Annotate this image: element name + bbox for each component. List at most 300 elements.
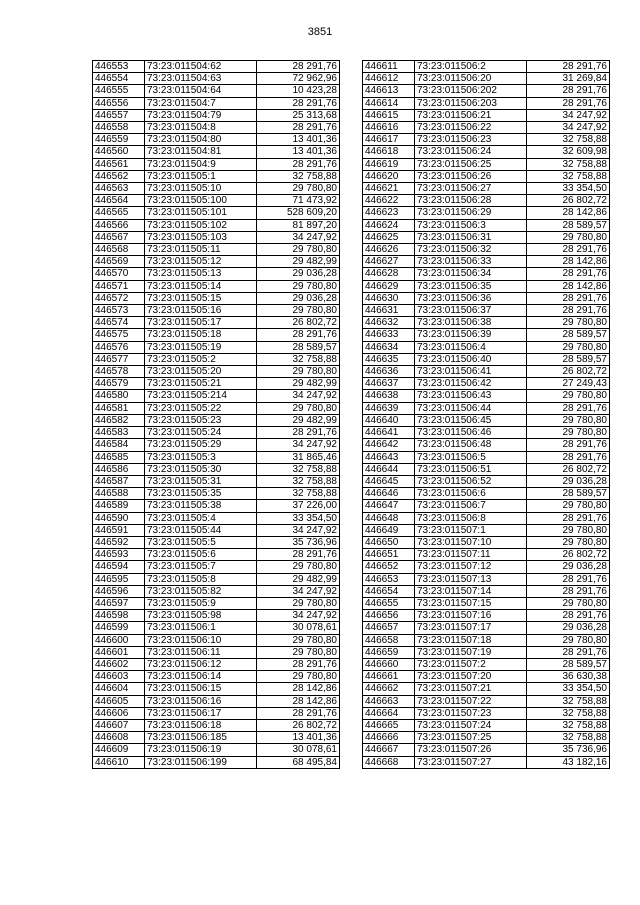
- cadastral-number-cell: 73:23:011506:37: [415, 305, 527, 317]
- amount-cell: 31 269,84: [527, 73, 610, 85]
- amount-cell: 28 291,76: [527, 512, 610, 524]
- cadastral-number-cell: 73:23:011506:42: [415, 378, 527, 390]
- row-number-cell: 446575: [93, 329, 145, 341]
- table-row: [363, 634, 610, 646]
- row-number-cell: 446640: [363, 414, 415, 426]
- row-number-cell: 446665: [363, 719, 415, 731]
- amount-cell: 32 609,98: [527, 146, 610, 158]
- row-number-cell: 446555: [93, 85, 145, 97]
- amount-cell: 28 142,86: [527, 207, 610, 219]
- table-row: [363, 561, 610, 573]
- cadastral-number-cell: 73:23:011504:63: [145, 73, 257, 85]
- table-row: [93, 109, 340, 121]
- amount-cell: 28 291,76: [527, 573, 610, 585]
- amount-cell: 10 423,28: [257, 85, 340, 97]
- row-number-cell: 446590: [93, 512, 145, 524]
- table-row: [363, 683, 610, 695]
- amount-cell: 29 780,80: [257, 183, 340, 195]
- amount-cell: 30 078,61: [257, 622, 340, 634]
- table-row: [363, 744, 610, 756]
- row-number-cell: 446638: [363, 390, 415, 402]
- cadastral-number-cell: 73:23:011505:1: [145, 170, 257, 182]
- cadastral-number-cell: 73:23:011507:14: [415, 585, 527, 597]
- cadastral-number-cell: 73:23:011506:35: [415, 280, 527, 292]
- row-number-cell: 446588: [93, 488, 145, 500]
- amount-cell: 29 780,80: [527, 597, 610, 609]
- row-number-cell: 446667: [363, 744, 415, 756]
- cadastral-number-cell: 73:23:011506:202: [415, 85, 527, 97]
- amount-cell: 26 802,72: [527, 549, 610, 561]
- amount-cell: 81 897,20: [257, 219, 340, 231]
- amount-cell: 29 780,80: [257, 305, 340, 317]
- amount-cell: 28 589,57: [527, 353, 610, 365]
- row-number-cell: 446664: [363, 707, 415, 719]
- row-number-cell: 446660: [363, 658, 415, 670]
- table-row: [93, 475, 340, 487]
- cadastral-number-cell: 73:23:011506:18: [145, 719, 257, 731]
- row-number-cell: 446599: [93, 622, 145, 634]
- row-number-cell: 446573: [93, 305, 145, 317]
- row-number-cell: 446617: [363, 134, 415, 146]
- row-number-cell: 446662: [363, 683, 415, 695]
- amount-cell: 25 313,68: [257, 109, 340, 121]
- cadastral-number-cell: 73:23:011506:17: [145, 707, 257, 719]
- row-number-cell: 446618: [363, 146, 415, 158]
- cadastral-number-cell: 73:23:011507:11: [415, 549, 527, 561]
- table-row: [363, 500, 610, 512]
- cadastral-number-cell: 73:23:011505:9: [145, 597, 257, 609]
- table-row: [363, 671, 610, 683]
- cadastral-number-cell: 73:23:011506:38: [415, 317, 527, 329]
- cadastral-number-cell: 73:23:011505:13: [145, 268, 257, 280]
- cadastral-number-cell: 73:23:011505:10: [145, 183, 257, 195]
- amount-cell: 26 802,72: [257, 317, 340, 329]
- cadastral-number-cell: 73:23:011506:28: [415, 195, 527, 207]
- amount-cell: 29 780,80: [257, 366, 340, 378]
- cadastral-number-cell: 73:23:011505:8: [145, 573, 257, 585]
- row-number-cell: 446646: [363, 488, 415, 500]
- row-number-cell: 446631: [363, 305, 415, 317]
- cadastral-number-cell: 73:23:011506:44: [415, 402, 527, 414]
- table-row: [93, 500, 340, 512]
- row-number-cell: 446561: [93, 158, 145, 170]
- cadastral-number-cell: 73:23:011507:24: [415, 719, 527, 731]
- table-row: [93, 122, 340, 134]
- amount-cell: 29 780,80: [527, 414, 610, 426]
- table-row: [93, 683, 340, 695]
- cadastral-number-cell: 73:23:011507:23: [415, 707, 527, 719]
- cadastral-number-cell: 73:23:011504:81: [145, 146, 257, 158]
- row-number-cell: 446593: [93, 549, 145, 561]
- table-row: [93, 195, 340, 207]
- amount-cell: 28 291,76: [527, 451, 610, 463]
- table-row: [363, 109, 610, 121]
- table-row: [93, 524, 340, 536]
- row-number-cell: 446553: [93, 61, 145, 73]
- table-row: [363, 402, 610, 414]
- row-number-cell: 446603: [93, 671, 145, 683]
- cadastral-number-cell: 73:23:011507:12: [415, 561, 527, 573]
- cadastral-number-cell: 73:23:011506:16: [145, 695, 257, 707]
- cadastral-number-cell: 73:23:011506:36: [415, 292, 527, 304]
- row-number-cell: 446571: [93, 280, 145, 292]
- table-row: [93, 732, 340, 744]
- amount-cell: 28 291,76: [527, 610, 610, 622]
- row-number-cell: 446629: [363, 280, 415, 292]
- amount-cell: 29 780,80: [257, 671, 340, 683]
- table-row: [363, 207, 610, 219]
- row-number-cell: 446656: [363, 610, 415, 622]
- cadastral-number-cell: 73:23:011507:18: [415, 634, 527, 646]
- cadastral-number-cell: 73:23:011506:24: [415, 146, 527, 158]
- cadastral-number-cell: 73:23:011506:4: [415, 341, 527, 353]
- row-number-cell: 446605: [93, 695, 145, 707]
- cadastral-number-cell: 73:23:011504:9: [145, 158, 257, 170]
- amount-cell: 29 780,80: [527, 317, 610, 329]
- cadastral-number-cell: 73:23:011506:5: [415, 451, 527, 463]
- table-row: [93, 378, 340, 390]
- cadastral-number-cell: 73:23:011505:30: [145, 463, 257, 475]
- cadastral-number-cell: 73:23:011506:3: [415, 219, 527, 231]
- row-number-cell: 446658: [363, 634, 415, 646]
- row-number-cell: 446568: [93, 244, 145, 256]
- cadastral-number-cell: 73:23:011505:35: [145, 488, 257, 500]
- table-row: [363, 170, 610, 182]
- cadastral-number-cell: 73:23:011505:17: [145, 317, 257, 329]
- table-row: [363, 622, 610, 634]
- amount-cell: 29 780,80: [527, 341, 610, 353]
- amount-cell: 28 291,76: [527, 439, 610, 451]
- row-number-cell: 446580: [93, 390, 145, 402]
- amount-cell: 71 473,92: [257, 195, 340, 207]
- row-number-cell: 446597: [93, 597, 145, 609]
- row-number-cell: 446641: [363, 427, 415, 439]
- table-row: [363, 317, 610, 329]
- row-number-cell: 446596: [93, 585, 145, 597]
- cadastral-number-cell: 73:23:011507:22: [415, 695, 527, 707]
- cadastral-number-cell: 73:23:011504:62: [145, 61, 257, 73]
- cadastral-number-cell: 73:23:011506:199: [145, 756, 257, 768]
- table-row: [363, 695, 610, 707]
- amount-cell: 28 142,86: [257, 695, 340, 707]
- row-number-cell: 446612: [363, 73, 415, 85]
- amount-cell: 34 247,92: [257, 390, 340, 402]
- cadastral-number-cell: 73:23:011505:31: [145, 475, 257, 487]
- cadastral-number-cell: 73:23:011506:25: [415, 158, 527, 170]
- amount-cell: 29 780,80: [257, 634, 340, 646]
- row-number-cell: 446558: [93, 122, 145, 134]
- cadastral-number-cell: 73:23:011506:51: [415, 463, 527, 475]
- amount-cell: 34 247,92: [527, 122, 610, 134]
- table-row: [93, 671, 340, 683]
- cadastral-number-cell: 73:23:011505:24: [145, 427, 257, 439]
- row-number-cell: 446625: [363, 231, 415, 243]
- table-row: [93, 73, 340, 85]
- cadastral-number-cell: 73:23:011506:19: [145, 744, 257, 756]
- amount-cell: 28 291,76: [257, 549, 340, 561]
- row-number-cell: 446583: [93, 427, 145, 439]
- row-number-cell: 446634: [363, 341, 415, 353]
- table-row: [363, 427, 610, 439]
- amount-cell: 34 247,92: [257, 439, 340, 451]
- table-row: [93, 292, 340, 304]
- table-row: [93, 549, 340, 561]
- row-number-cell: 446570: [93, 268, 145, 280]
- table-row: [93, 463, 340, 475]
- cadastral-number-cell: 73:23:011506:20: [415, 73, 527, 85]
- cadastral-number-cell: 73:23:011506:7: [415, 500, 527, 512]
- amount-cell: 28 291,76: [527, 402, 610, 414]
- table-row: [93, 170, 340, 182]
- table-row: [363, 488, 610, 500]
- table-row: [363, 195, 610, 207]
- cadastral-number-cell: 73:23:011507:13: [415, 573, 527, 585]
- amount-cell: 32 758,88: [527, 170, 610, 182]
- row-number-cell: 446613: [363, 85, 415, 97]
- amount-cell: 29 780,80: [527, 500, 610, 512]
- table-row: [93, 561, 340, 573]
- row-number-cell: 446619: [363, 158, 415, 170]
- amount-cell: 29 780,80: [527, 390, 610, 402]
- cadastral-number-cell: 73:23:011506:34: [415, 268, 527, 280]
- table-row: [93, 707, 340, 719]
- cadastral-number-cell: 73:23:011504:7: [145, 97, 257, 109]
- table-row: [93, 390, 340, 402]
- cadastral-number-cell: 73:23:011505:3: [145, 451, 257, 463]
- cadastral-number-cell: 73:23:011506:14: [145, 671, 257, 683]
- row-number-cell: 446576: [93, 341, 145, 353]
- cadastral-number-cell: 73:23:011504:79: [145, 109, 257, 121]
- table-row: [363, 512, 610, 524]
- row-number-cell: 446649: [363, 524, 415, 536]
- row-number-cell: 446592: [93, 536, 145, 548]
- amount-cell: 28 291,76: [257, 122, 340, 134]
- table-row: [363, 732, 610, 744]
- table-row: [93, 305, 340, 317]
- table-row: [93, 402, 340, 414]
- table-row: [93, 634, 340, 646]
- table-row: [363, 280, 610, 292]
- amount-cell: 28 291,76: [257, 97, 340, 109]
- amount-cell: 29 780,80: [257, 280, 340, 292]
- cadastral-number-cell: 73:23:011505:12: [145, 256, 257, 268]
- amount-cell: 29 482,99: [257, 573, 340, 585]
- row-number-cell: 446607: [93, 719, 145, 731]
- table-row: [363, 378, 610, 390]
- amount-cell: 29 780,80: [527, 536, 610, 548]
- cadastral-number-cell: 73:23:011506:185: [145, 732, 257, 744]
- amount-cell: 28 291,76: [257, 707, 340, 719]
- row-number-cell: 446591: [93, 524, 145, 536]
- table-row: [93, 329, 340, 341]
- cadastral-number-cell: 73:23:011506:27: [415, 183, 527, 195]
- amount-cell: 32 758,88: [527, 695, 610, 707]
- table-row: [93, 341, 340, 353]
- table-row: [93, 646, 340, 658]
- row-number-cell: 446556: [93, 97, 145, 109]
- amount-cell: 26 802,72: [257, 719, 340, 731]
- cadastral-number-cell: 73:23:011507:19: [415, 646, 527, 658]
- cadastral-number-cell: 73:23:011506:41: [415, 366, 527, 378]
- left-table-body: [93, 61, 340, 769]
- table-row: [363, 341, 610, 353]
- amount-cell: 32 758,88: [527, 732, 610, 744]
- amount-cell: 29 036,28: [257, 292, 340, 304]
- cadastral-number-cell: 73:23:011506:46: [415, 427, 527, 439]
- cadastral-number-cell: 73:23:011505:44: [145, 524, 257, 536]
- row-number-cell: 446627: [363, 256, 415, 268]
- table-row: [363, 439, 610, 451]
- table-row: [93, 439, 340, 451]
- table-row: [363, 256, 610, 268]
- cadastral-number-cell: 73:23:011506:12: [145, 658, 257, 670]
- row-number-cell: 446661: [363, 671, 415, 683]
- table-row: [93, 85, 340, 97]
- amount-cell: 43 182,16: [527, 756, 610, 768]
- cadastral-number-cell: 73:23:011507:15: [415, 597, 527, 609]
- amount-cell: 528 609,20: [257, 207, 340, 219]
- row-number-cell: 446626: [363, 244, 415, 256]
- row-number-cell: 446621: [363, 183, 415, 195]
- amount-cell: 28 291,76: [257, 658, 340, 670]
- row-number-cell: 446645: [363, 475, 415, 487]
- cadastral-number-cell: 73:23:011504:64: [145, 85, 257, 97]
- table-row: [363, 756, 610, 768]
- amount-cell: 28 142,86: [527, 256, 610, 268]
- cadastral-number-cell: 73:23:011507:17: [415, 622, 527, 634]
- row-number-cell: 446587: [93, 475, 145, 487]
- table-row: [93, 536, 340, 548]
- amount-cell: 28 291,76: [527, 646, 610, 658]
- row-number-cell: 446594: [93, 561, 145, 573]
- cadastral-number-cell: 73:23:011506:6: [415, 488, 527, 500]
- amount-cell: 28 589,57: [527, 219, 610, 231]
- row-number-cell: 446611: [363, 61, 415, 73]
- table-row: [363, 329, 610, 341]
- row-number-cell: 446639: [363, 402, 415, 414]
- cadastral-number-cell: 73:23:011506:2: [415, 61, 527, 73]
- amount-cell: 72 962,96: [257, 73, 340, 85]
- table-row: [363, 61, 610, 73]
- cadastral-number-cell: 73:23:011505:18: [145, 329, 257, 341]
- table-row: [93, 268, 340, 280]
- row-number-cell: 446654: [363, 585, 415, 597]
- amount-cell: 31 865,46: [257, 451, 340, 463]
- table-row: [363, 146, 610, 158]
- row-number-cell: 446653: [363, 573, 415, 585]
- row-number-cell: 446562: [93, 170, 145, 182]
- table-row: [363, 97, 610, 109]
- row-number-cell: 446637: [363, 378, 415, 390]
- row-number-cell: 446610: [93, 756, 145, 768]
- amount-cell: 32 758,88: [257, 475, 340, 487]
- amount-cell: 34 247,92: [257, 231, 340, 243]
- table-row: [363, 219, 610, 231]
- cadastral-number-cell: 73:23:011505:19: [145, 341, 257, 353]
- row-number-cell: 446578: [93, 366, 145, 378]
- right-data-table: [362, 60, 610, 769]
- row-number-cell: 446567: [93, 231, 145, 243]
- amount-cell: 33 354,50: [527, 183, 610, 195]
- table-row: [363, 610, 610, 622]
- table-row: [363, 646, 610, 658]
- cadastral-number-cell: 73:23:011505:14: [145, 280, 257, 292]
- table-row: [363, 597, 610, 609]
- row-number-cell: 446623: [363, 207, 415, 219]
- amount-cell: 34 247,92: [527, 109, 610, 121]
- row-number-cell: 446620: [363, 170, 415, 182]
- table-row: [363, 707, 610, 719]
- table-row: [93, 317, 340, 329]
- amount-cell: 28 291,76: [257, 329, 340, 341]
- table-row: [363, 305, 610, 317]
- table-row: [93, 719, 340, 731]
- row-number-cell: 446579: [93, 378, 145, 390]
- cadastral-number-cell: 73:23:011505:6: [145, 549, 257, 561]
- amount-cell: 32 758,88: [527, 707, 610, 719]
- amount-cell: 35 736,96: [527, 744, 610, 756]
- amount-cell: 28 291,76: [527, 305, 610, 317]
- cadastral-number-cell: 73:23:011507:10: [415, 536, 527, 548]
- cadastral-number-cell: 73:23:011506:31: [415, 231, 527, 243]
- table-row: [363, 658, 610, 670]
- amount-cell: 13 401,36: [257, 134, 340, 146]
- cadastral-number-cell: 73:23:011505:98: [145, 610, 257, 622]
- table-row: [363, 451, 610, 463]
- amount-cell: 32 758,88: [257, 170, 340, 182]
- amount-cell: 28 589,57: [527, 488, 610, 500]
- table-row: [363, 183, 610, 195]
- cadastral-number-cell: 73:23:011505:4: [145, 512, 257, 524]
- table-row: [363, 549, 610, 561]
- table-row: [93, 280, 340, 292]
- table-row: [93, 61, 340, 73]
- table-row: [363, 463, 610, 475]
- row-number-cell: 446595: [93, 573, 145, 585]
- row-number-cell: 446554: [93, 73, 145, 85]
- page-number: 3851: [307, 26, 333, 38]
- row-number-cell: 446572: [93, 292, 145, 304]
- amount-cell: 29 482,99: [257, 378, 340, 390]
- amount-cell: 29 036,28: [257, 268, 340, 280]
- table-row: [93, 597, 340, 609]
- table-row: [93, 585, 340, 597]
- table-row: [93, 512, 340, 524]
- amount-cell: 29 036,28: [527, 622, 610, 634]
- cadastral-number-cell: 73:23:011504:80: [145, 134, 257, 146]
- cadastral-number-cell: 73:23:011505:20: [145, 366, 257, 378]
- row-number-cell: 446668: [363, 756, 415, 768]
- amount-cell: 28 291,76: [527, 244, 610, 256]
- table-row: [363, 524, 610, 536]
- amount-cell: 28 291,76: [527, 97, 610, 109]
- cadastral-number-cell: 73:23:011506:10: [145, 634, 257, 646]
- amount-cell: 32 758,88: [257, 463, 340, 475]
- table-row: [93, 183, 340, 195]
- row-number-cell: 446616: [363, 122, 415, 134]
- cadastral-number-cell: 73:23:011505:5: [145, 536, 257, 548]
- cadastral-number-cell: 73:23:011507:2: [415, 658, 527, 670]
- amount-cell: 28 291,76: [257, 61, 340, 73]
- amount-cell: 26 802,72: [527, 195, 610, 207]
- amount-cell: 30 078,61: [257, 744, 340, 756]
- amount-cell: 32 758,88: [527, 134, 610, 146]
- table-row: [93, 134, 340, 146]
- row-number-cell: 446630: [363, 292, 415, 304]
- cadastral-number-cell: 73:23:011506:33: [415, 256, 527, 268]
- row-number-cell: 446601: [93, 646, 145, 658]
- row-number-cell: 446633: [363, 329, 415, 341]
